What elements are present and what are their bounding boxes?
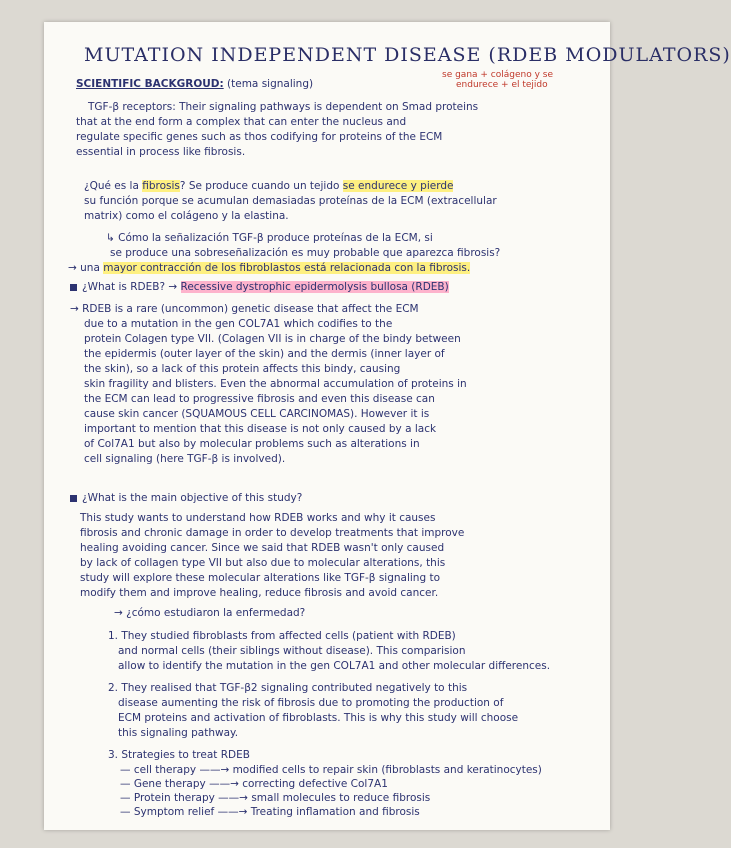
- strategies-title: 3. Strategies to treat RDEB: [108, 749, 250, 761]
- fibrosis-q-part: ¿Qué es la: [84, 180, 143, 192]
- rdeb-line: protein Colagen type VII. (Colagen VII is in charge of the bindy between: [84, 333, 461, 345]
- point-2-line: ECM proteins and activation of fibroblasts. This is why this study will choose: [118, 712, 519, 724]
- strategy-item: — Symptom relief ——→ Treating inflamation and fibrosis: [120, 806, 420, 818]
- objective-line: by lack of collagen type VII but also due to molecular alterations, this: [80, 557, 446, 569]
- point-1-line: allow to identify the mutation in the gen COL7A1 and other molecular differences.: [118, 660, 551, 672]
- arrow-line: ↳ Cómo la señalización TGF-β produce proteínas de la ECM, si: [106, 232, 433, 244]
- objective-line: This study wants to understand how RDEB works and why it causes: [80, 512, 436, 524]
- point-2-line: 2. They realised that TGF-β2 signaling contributed negatively to this: [108, 682, 468, 694]
- tgfb-line: that at the end form a complex that can enter the nucleus and: [76, 116, 407, 128]
- rdeb-line: important to mention that this disease is not only caused by a lack: [84, 423, 437, 435]
- como-question: → ¿cómo estudiaron la enfermedad?: [114, 607, 306, 619]
- fibrosis-q-part: ? Se produce cuando un tejido: [179, 180, 343, 192]
- background-heading: SCIENTIFIC BACKGROUD:: [76, 78, 224, 90]
- rdeb-line: skin fragility and blisters. Even the abnormal accumulation of proteins in: [84, 378, 467, 390]
- objective-line: fibrosis and chronic damage in order to develop treatments that improve: [80, 527, 465, 539]
- rdeb-line: the epidermis (outer layer of the skin) and the dermis (inner layer of: [84, 348, 445, 360]
- objective-line: modify them and improve healing, reduce fibrosis and avoid cancer.: [80, 587, 439, 599]
- fibrosis-line: matrix) como el colágeno y la elastina.: [84, 210, 289, 222]
- objective-line: healing avoiding cancer. Since we said that RDEB wasn't only caused: [80, 542, 445, 554]
- fibrosis-question: [84, 180, 453, 193]
- point-1-line: 1. They studied fibroblasts from affected cells (patient with RDEB): [108, 630, 456, 642]
- rdeb-line: → RDEB is a rare (uncommon) genetic disease that affect the ECM: [70, 303, 419, 315]
- strategy-item: — cell therapy ——→ modified cells to repair skin (fibroblasts and keratinocytes): [120, 764, 542, 776]
- rdeb-line: of Col7A1 but also by molecular problems such as alterations in: [84, 438, 420, 450]
- tesis-prefix: → una: [68, 262, 104, 274]
- page-title: MUTATION INDEPENDENT DISEASE (RDEB MODULATORS): [84, 44, 731, 66]
- tgfb-line: essential in process like fibrosis.: [76, 146, 246, 158]
- rdeb-line: the skin), so a lack of this protein affects this bindy, causing: [84, 363, 401, 375]
- point-1-line: and normal cells (their siblings without disease). This comparision: [118, 645, 466, 657]
- bullet-square-icon: [70, 284, 77, 291]
- rdeb-line: cause skin cancer (SQUAMOUS CELL CARCINOMAS). However it is: [84, 408, 430, 420]
- notebook-page: [44, 22, 731, 830]
- rdeb-question: ¿What is RDEB? →: [82, 281, 181, 293]
- rdeb-question-row: [70, 281, 449, 294]
- objective-line: study will explore these molecular alterations like TGF-β signaling to: [80, 572, 441, 584]
- tgfb-line: regulate specific genes such as thos codifying for proteins of the ECM: [76, 131, 443, 143]
- point-2-line: this signaling pathway.: [118, 727, 239, 739]
- point-2-line: disease aumenting the risk of fibrosis due to promoting the production of: [118, 697, 504, 709]
- margin-note-line-2: endurece + el tejido: [456, 80, 548, 90]
- rdeb-line: cell signaling (here TGF-β is involved).: [84, 453, 286, 465]
- margin-note-line-1: se gana + colágeno y se: [442, 70, 554, 80]
- fibrosis-line: su función porque se acumulan demasiadas proteínas de la ECM (extracellular: [84, 195, 497, 207]
- background-subheading: (tema signaling): [227, 78, 314, 90]
- strategy-item: — Protein therapy ——→ small molecules to reduce fibrosis: [120, 792, 431, 804]
- rdeb-line: the ECM can lead to progressive fibrosis and even this disease can: [84, 393, 435, 405]
- arrow-line: se produce una sobreseñalización es muy probable que aparezca fibrosis?: [110, 247, 501, 259]
- objective-question: ¿What is the main objective of this study?: [82, 492, 303, 504]
- rdeb-line: due to a mutation in the gen COL7A1 which codifies to the: [84, 318, 393, 330]
- strategy-item: — Gene therapy ——→ correcting defective Col7A1: [120, 778, 388, 790]
- bullet-square-icon: [70, 495, 77, 502]
- tesis-highlight: mayor contracción de los fibroblastos está relacionada con la fibrosis.: [103, 262, 471, 274]
- objective-question-row: [70, 492, 302, 505]
- fibrosis-highlight: se endurece y pierde: [342, 180, 454, 192]
- background-heading-row: [76, 78, 313, 91]
- fibrosis-highlight: fibrosis: [142, 180, 180, 192]
- tgfb-line: TGF-β receptors: Their signaling pathways is dependent on Smad proteins: [88, 101, 479, 113]
- rdeb-definition: Recessive dystrophic epidermolysis bullosa (RDEB): [180, 281, 449, 293]
- tesis-line: [68, 262, 470, 275]
